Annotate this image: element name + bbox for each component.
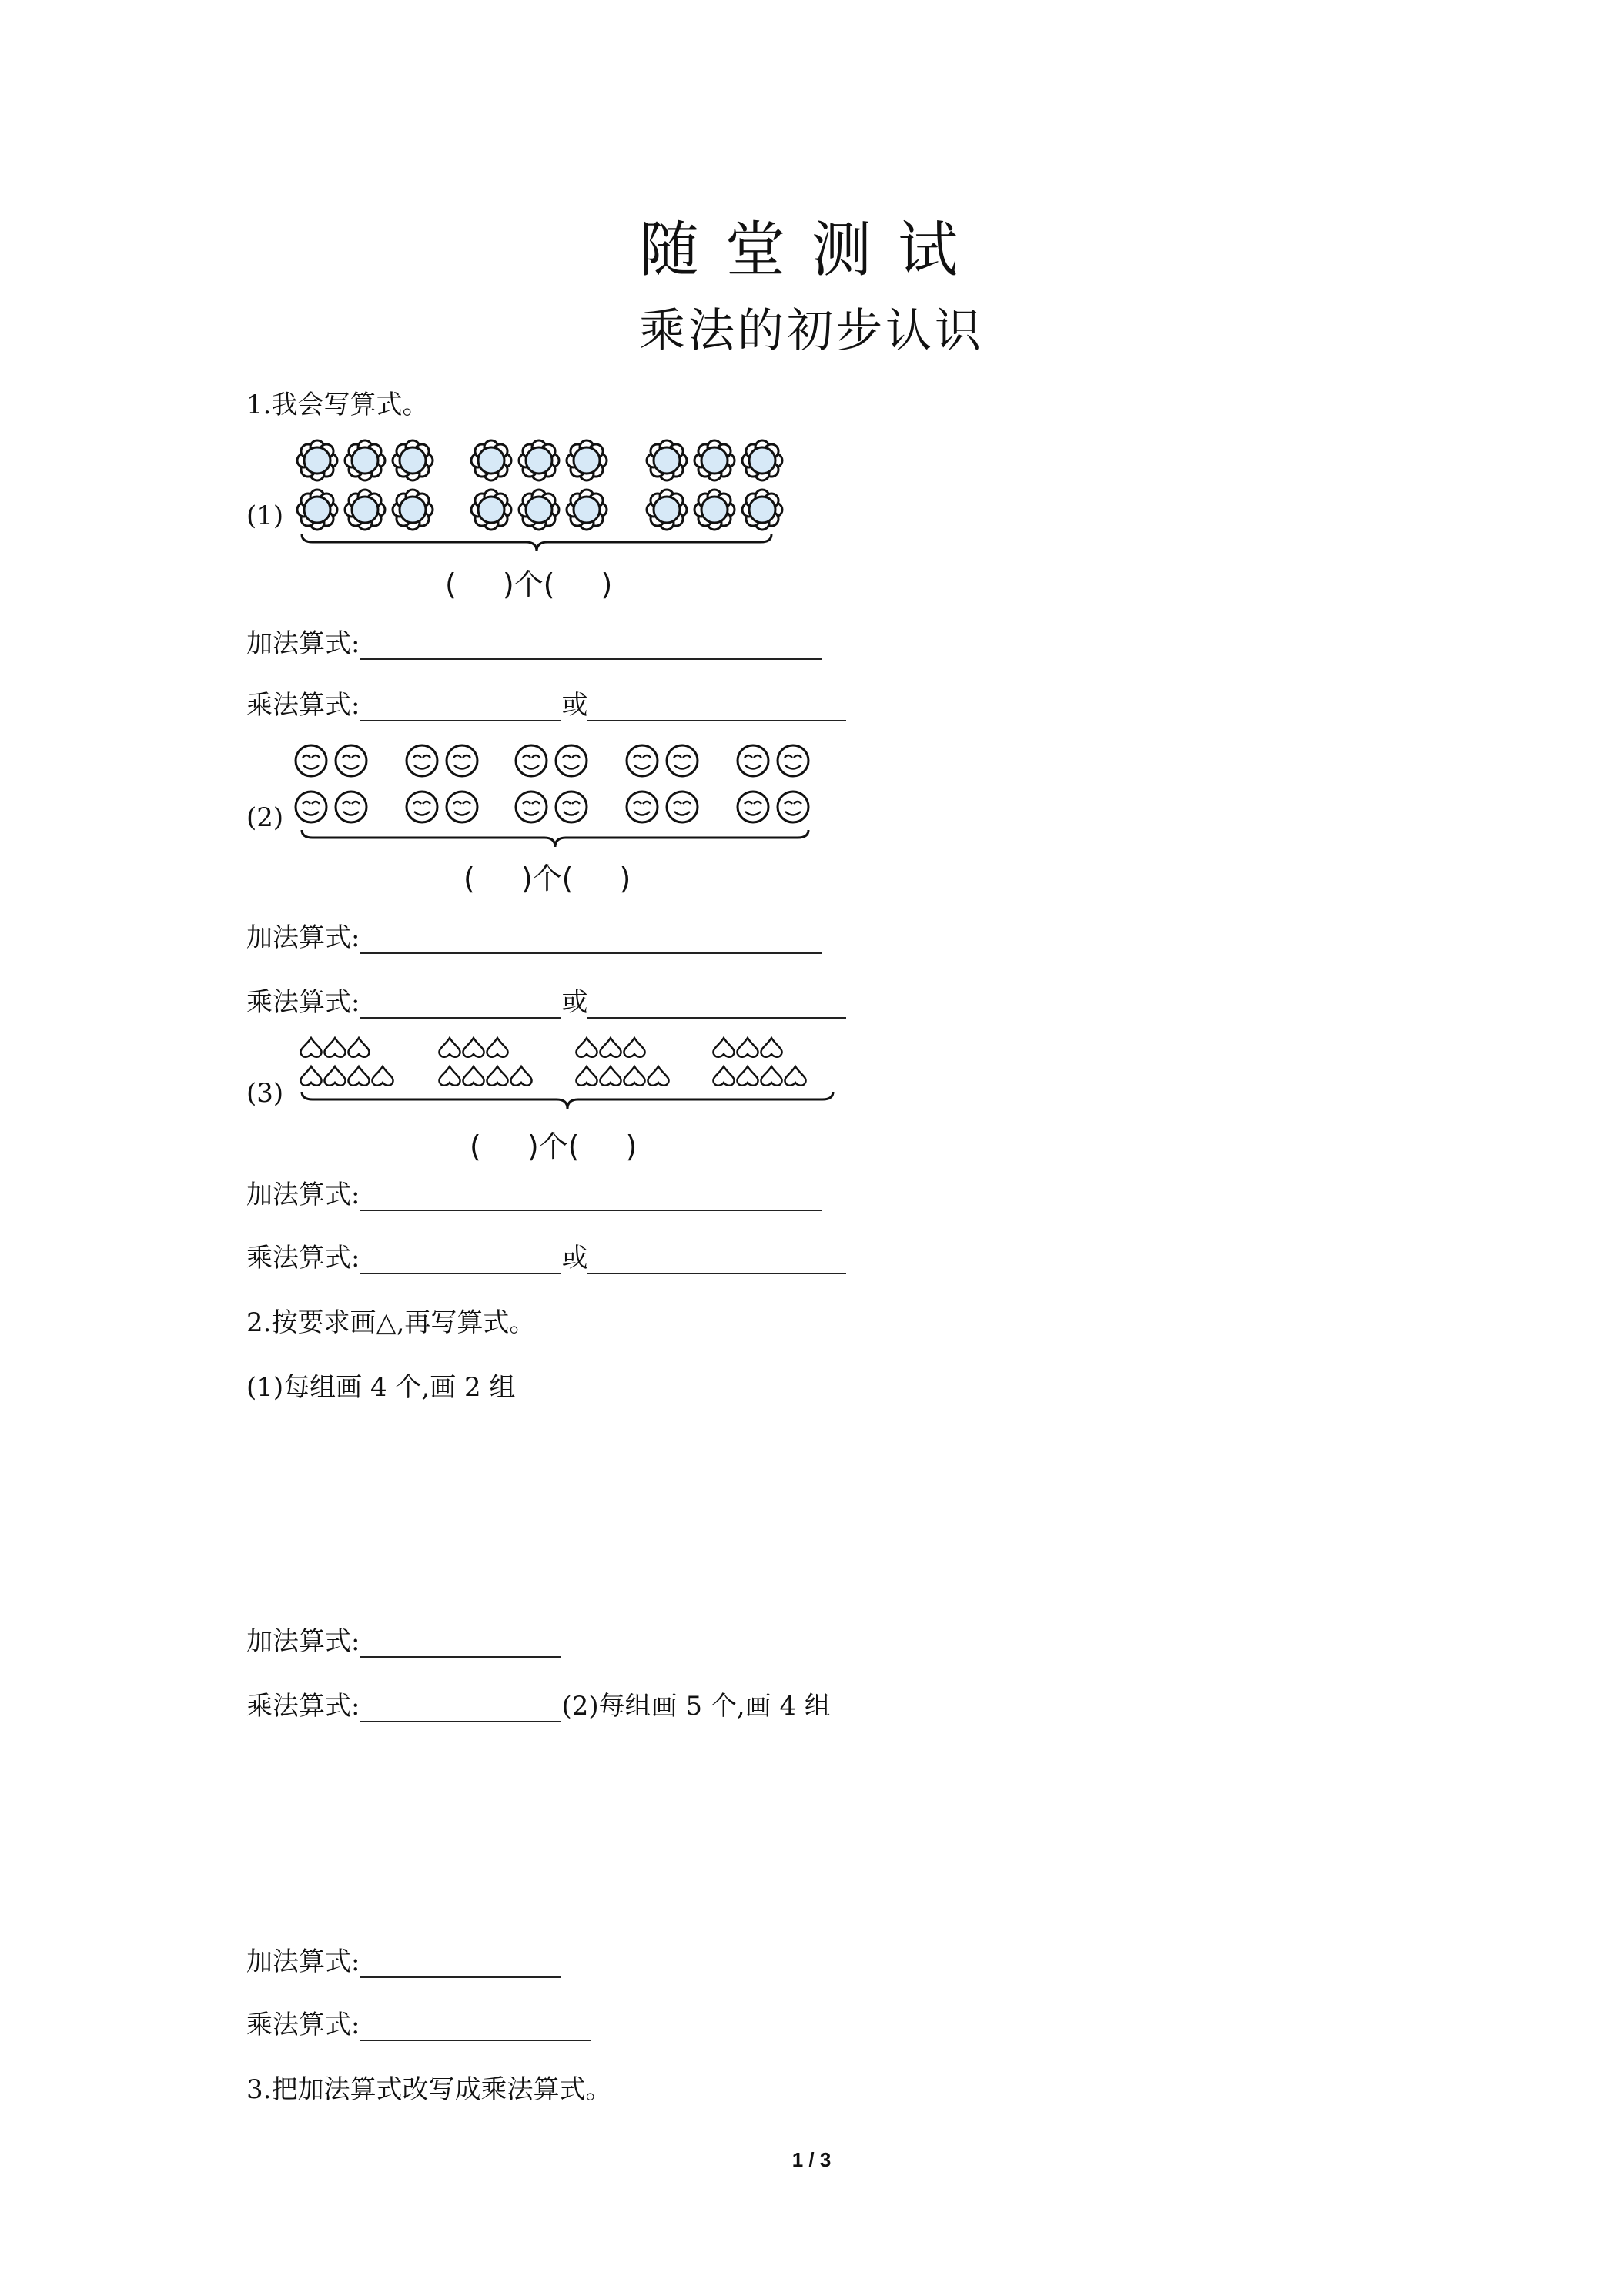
smiley-icon — [667, 745, 698, 776]
mul-formula-label: 乘法算式: — [246, 2010, 360, 2040]
count-blank-2[interactable] — [573, 869, 619, 897]
mul-formula-blank-1[interactable] — [360, 1245, 561, 1274]
or-label: 或 — [561, 690, 588, 721]
smiley-icon — [447, 792, 477, 822]
add-formula-row — [246, 1173, 822, 1211]
smiley-icon — [516, 745, 547, 776]
count-mid: )个( — [502, 567, 555, 601]
flower-icon — [471, 440, 511, 480]
mul-formula-label: 乘法算式: — [246, 987, 360, 1018]
heart-icon — [761, 1066, 781, 1086]
flower-icon — [694, 440, 735, 480]
mul-formula-row — [246, 1237, 846, 1274]
smiley-icon — [627, 792, 658, 822]
add-formula-row — [246, 916, 822, 954]
count-close: ) — [619, 862, 631, 895]
add-formula-blank[interactable] — [360, 1949, 561, 1978]
heart-icon — [737, 1038, 758, 1057]
smiley-icon — [516, 792, 547, 822]
count-mid: )个( — [520, 862, 574, 895]
heart-icon — [785, 1066, 805, 1086]
heart-icon — [600, 1066, 621, 1086]
q1-item1-label: (1) — [246, 500, 284, 531]
smiley-icon — [336, 792, 366, 822]
smiley-icon — [627, 745, 658, 776]
q1-item3-count — [470, 1123, 637, 1165]
heart-icon — [576, 1066, 597, 1086]
heart-icon — [372, 1066, 393, 1086]
heart-icon — [439, 1038, 460, 1057]
page-number: 1 / 3 — [791, 2148, 832, 2171]
flower-icon — [742, 490, 782, 530]
flower-icon — [345, 490, 385, 530]
mul-formula-row — [246, 684, 846, 721]
heart-icon — [648, 1066, 668, 1086]
smiley-icon — [407, 792, 437, 822]
heart-icon — [576, 1038, 597, 1057]
heart-icon — [439, 1066, 460, 1086]
smiley-icon — [407, 745, 437, 776]
smiley-icon — [667, 792, 698, 822]
add-formula-blank[interactable] — [360, 1628, 561, 1658]
count-open: ( — [470, 1130, 481, 1163]
add-formula-label: 加法算式: — [246, 628, 360, 659]
count-close: ) — [625, 1130, 637, 1163]
heart-icon — [713, 1066, 734, 1086]
mul-formula-label: 乘法算式: — [246, 1691, 360, 1722]
q1-heading: 1.我会写算式。 — [246, 390, 429, 420]
add-formula-blank[interactable] — [360, 925, 822, 954]
mul-formula-blank[interactable] — [360, 2012, 591, 2041]
heart-icon — [463, 1066, 484, 1086]
or-label: 或 — [561, 987, 588, 1018]
mul-formula-blank-2[interactable] — [587, 989, 846, 1019]
heart-icon — [713, 1038, 734, 1057]
mul-formula-blank-1[interactable] — [360, 989, 561, 1019]
heart-icon — [348, 1038, 369, 1057]
add-formula-label: 加法算式: — [246, 922, 360, 953]
smiley-icon — [336, 745, 366, 776]
add-formula-label: 加法算式: — [246, 1946, 360, 1977]
add-formula-label: 加法算式: — [246, 1180, 360, 1210]
heart-icon — [463, 1038, 484, 1057]
flower-icon — [519, 440, 559, 480]
count-blank-2[interactable] — [579, 1137, 625, 1165]
mul-formula-row — [246, 2003, 591, 2041]
mul-formula-blank-2[interactable] — [587, 692, 846, 721]
heart-icon — [487, 1038, 507, 1057]
add-formula-row — [246, 1940, 561, 1978]
flower-icon — [742, 440, 782, 480]
flower-icon — [567, 490, 607, 530]
add-formula-row — [246, 1620, 561, 1658]
heart-icon — [324, 1066, 345, 1086]
brace — [302, 830, 808, 847]
count-blank-1[interactable] — [457, 575, 503, 603]
flower-icon — [519, 490, 559, 530]
smiley-icon — [556, 792, 587, 822]
q1-item2-count — [463, 855, 631, 897]
heart-icon — [600, 1038, 621, 1057]
flower-icon — [297, 440, 337, 480]
brace — [302, 534, 771, 551]
q2-part1: (1)每组画 4 个,画 2 组 — [246, 1372, 516, 1403]
add-formula-blank[interactable] — [360, 1182, 822, 1211]
flower-icon — [297, 490, 337, 530]
flower-icon — [393, 490, 433, 530]
heart-icon — [624, 1066, 644, 1086]
count-mid: )个( — [527, 1130, 580, 1163]
heart-icon — [624, 1038, 644, 1057]
add-formula-blank[interactable] — [360, 631, 822, 660]
heart-icon — [300, 1038, 321, 1057]
mul-formula-label: 乘法算式: — [246, 1243, 360, 1274]
flower-icon — [393, 440, 433, 480]
mul-formula-label: 乘法算式: — [246, 690, 360, 721]
flower-icon — [647, 440, 687, 480]
smiley-icon — [738, 792, 768, 822]
count-open: ( — [463, 862, 475, 895]
smiley-icon — [296, 792, 326, 822]
mul-formula-blank-1[interactable] — [360, 692, 561, 721]
mul-formula-row — [246, 981, 846, 1019]
add-formula-label: 加法算式: — [246, 1626, 360, 1657]
smiley-icon — [778, 792, 808, 822]
heart-icon — [487, 1066, 507, 1086]
q1-item2-label: (2) — [246, 802, 284, 833]
flower-icon — [471, 490, 511, 530]
flower-icon — [345, 440, 385, 480]
mul-formula-row — [246, 1685, 831, 1722]
mul-formula-blank-2[interactable] — [587, 1245, 846, 1274]
page-subtitle: 乘法的初步认识 — [639, 304, 984, 358]
q1-item1-count — [445, 561, 612, 603]
heart-icon — [510, 1066, 531, 1086]
add-formula-row — [246, 622, 822, 660]
heart-icon — [737, 1066, 758, 1086]
smiley-icon — [296, 745, 326, 776]
smiley-icon — [738, 745, 768, 776]
mul-formula-blank[interactable] — [360, 1693, 561, 1722]
q3-heading: 3.把加法算式改写成乘法算式。 — [246, 2074, 612, 2105]
flower-icon — [647, 490, 687, 530]
q2-heading: 2.按要求画△,再写算式。 — [246, 1307, 536, 1338]
heart-icon — [761, 1038, 781, 1057]
count-close: ) — [601, 567, 613, 601]
heart-icon — [300, 1066, 321, 1086]
flower-icon — [567, 440, 607, 480]
count-blank-1[interactable] — [481, 1137, 527, 1165]
heart-icon — [324, 1038, 345, 1057]
smiley-icon — [447, 745, 477, 776]
page-title: 随堂测试 — [638, 216, 984, 285]
heart-icon — [348, 1066, 369, 1086]
q1-item3-label: (3) — [246, 1078, 284, 1109]
brace — [302, 1092, 833, 1109]
count-blank-2[interactable] — [554, 575, 601, 603]
flower-icon — [694, 490, 735, 530]
count-open: ( — [445, 567, 457, 601]
smiley-icon — [778, 745, 808, 776]
count-blank-1[interactable] — [475, 869, 521, 897]
q2-part2: (2)每组画 5 个,画 4 组 — [561, 1691, 831, 1722]
smiley-icon — [556, 745, 587, 776]
or-label: 或 — [561, 1243, 588, 1274]
